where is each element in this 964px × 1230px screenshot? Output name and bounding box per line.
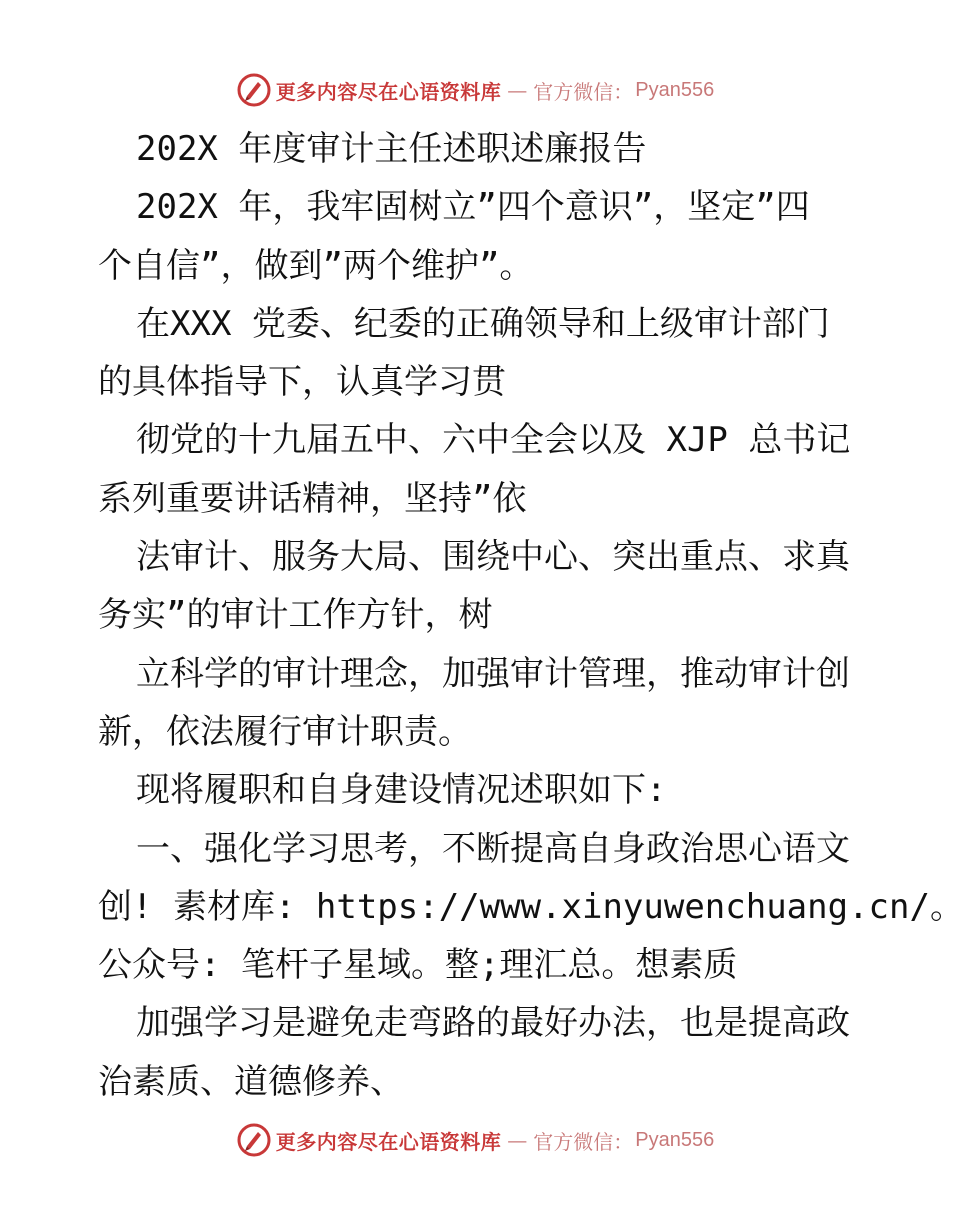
text-line: 202X 年，我牢固树立”四个意识”，坚定”四	[136, 187, 810, 228]
text-line: 务实”的审计工作方针，树	[98, 595, 493, 636]
text-line: 的具体指导下，认真学习贯	[98, 362, 506, 403]
header-brand-text: 更多内容尽在心语资料库	[275, 79, 502, 104]
text-line: 新，依法履行审计职责。	[98, 711, 472, 752]
text-line: 现将履职和自身建设情况述职如下:	[136, 770, 667, 811]
footer-separator: —	[507, 1128, 528, 1152]
footer-brand-text: 更多内容尽在心语资料库	[275, 1129, 502, 1154]
text-line: 公众号: 笔杆子星域。整;理汇总。想素质	[98, 945, 738, 986]
footer-wechat-label: 官方微信：	[533, 1129, 634, 1154]
text-line: 创! 素材库: https://www.xinyuwenchuang.cn/。	[98, 886, 964, 927]
footer-banner	[0, 1120, 950, 1160]
header-wechat-id: Pyan556	[635, 78, 715, 101]
header-separator: —	[507, 78, 528, 102]
header-wechat-label: 官方微信：	[533, 79, 634, 104]
brand-logo-icon	[236, 1122, 272, 1158]
document-body	[98, 120, 964, 1111]
text-line: 系列重要讲话精神，坚持”依	[98, 478, 527, 519]
text-line: 在XXX 党委、纪委的正确领导和上级审计部门	[136, 303, 830, 344]
text-line: 法审计、服务大局、围绕中心、突出重点、求真	[136, 537, 850, 578]
text-line: 个自信”，做到”两个维护”。	[98, 245, 534, 286]
text-line: 立科学的审计理念，加强审计管理，推动审计创	[136, 653, 850, 694]
text-line: 治素质、道德修养、	[98, 1061, 404, 1102]
section-heading: 一、强化学习思考，不断提高自身政治思心语文	[136, 828, 850, 869]
header-banner	[0, 70, 950, 110]
footer-wechat-id: Pyan556	[635, 1128, 715, 1151]
document-title: 202X 年度审计主任述职述廉报告	[136, 129, 647, 169]
brand-logo-icon	[236, 72, 272, 108]
text-line: 彻党的十九届五中、六中全会以及 XJP 总书记	[136, 420, 851, 461]
text-line: 加强学习是避免走弯路的最好办法，也是提高政	[136, 1003, 850, 1044]
